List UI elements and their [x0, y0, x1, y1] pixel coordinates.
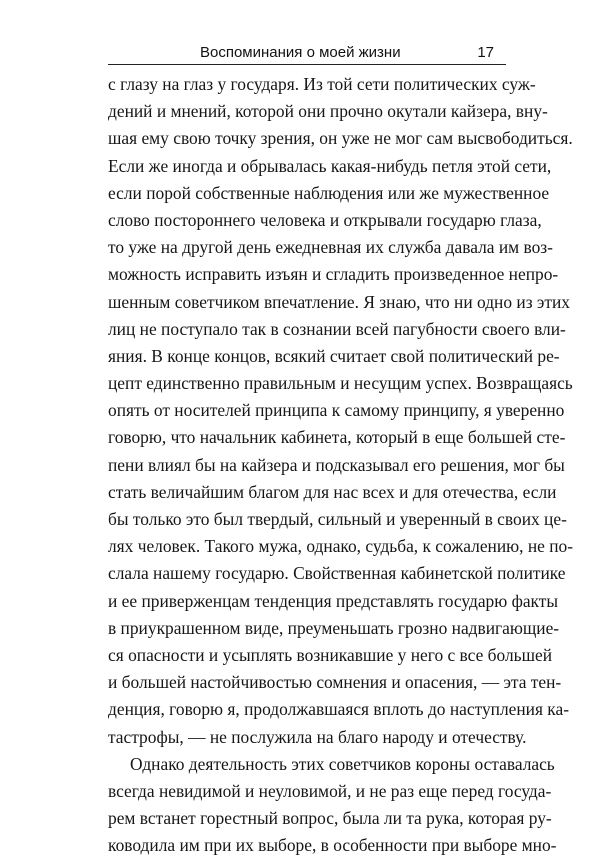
text-line: пени влиял бы на кайзера и подсказывал его решения, мог бы	[108, 454, 565, 475]
text-line: можность исправить изъян и сгладить произведенное непро-	[108, 264, 559, 285]
running-title: Воспоминания о моей жизни	[200, 44, 401, 61]
paragraph-1	[108, 71, 574, 751]
text-line: Если же иногда и обрывалась какая-нибудь петля этой сети,	[108, 155, 552, 176]
text-line: ководила им при их выборе, в особенности при выборе мно-	[108, 835, 557, 856]
page-number: 17	[477, 44, 494, 61]
text-line: тастрофы, — не послужила на благо народу и отечеству.	[108, 726, 527, 747]
running-header	[108, 38, 506, 60]
text-line: Однако деятельность этих советчиков короны оставалась	[130, 753, 555, 774]
text-line: если порой собственные наблюдения или же мужественное	[108, 182, 550, 203]
text-line: и большей настойчивостью сомнения и опасения, — эта тен-	[108, 672, 562, 693]
body-text	[108, 71, 574, 859]
text-line: с глазу на глаз у государя. Из той сети политических суж-	[108, 74, 536, 94]
text-line: шенным советчиком впечатление. Я знаю, что ни одно из этих	[108, 291, 570, 312]
text-line: ся опасности и усыплять возникавшие у него с все большей	[108, 644, 553, 665]
text-line: стать величайшим благом для нас всех и для отечества, если	[108, 481, 557, 502]
text-line: шая ему свою точку зрения, он уже не мог сам высвободиться.	[108, 128, 573, 149]
text-line: рем встанет горестный вопрос, была ли та рука, которая ру-	[108, 808, 552, 829]
text-line: лях человек. Такого мужа, однако, судьба, к сожалению, не по-	[108, 536, 574, 557]
text-line: дений и мнений, которой они прочно окутали кайзера, вну-	[108, 101, 548, 122]
text-line: яния. В конце концов, всякий считает свой политический ре-	[108, 345, 560, 366]
text-line: слово постороннего человека и открывали государю глаза,	[108, 209, 542, 230]
paragraph-2	[108, 751, 557, 859]
text-line: в приукрашенном виде, преуменьшать грозно надвигающие-	[108, 617, 560, 638]
text-line: говорю, что начальник кабинета, который в еще большей сте-	[108, 427, 566, 448]
text-line: бы только это был твердый, сильный и уверенный в своих це-	[108, 509, 567, 529]
text-line: цепт единственно правильным и несущим успех. Возвращаясь	[108, 373, 573, 394]
text-line: и ее приверженцам тенденция представлять государю факты	[108, 590, 559, 611]
text-line: то уже на другой день ежедневная их служба давала им воз-	[108, 237, 553, 258]
text-line: лиц не поступало так в сознании всей пагубности своего вли-	[108, 318, 566, 339]
header-rule	[108, 64, 506, 65]
text-line: опять от носителей принципа к самому принципу, я уверенно	[108, 400, 565, 421]
text-line: денция, говорю я, продолжавшаяся вплоть до наступления ка-	[108, 699, 570, 720]
text-line: всегда невидимой и неуловимой, и не раз еще перед госуда-	[108, 780, 552, 801]
text-line: слала нашему государю. Свойственная кабинетской политике	[108, 563, 566, 584]
